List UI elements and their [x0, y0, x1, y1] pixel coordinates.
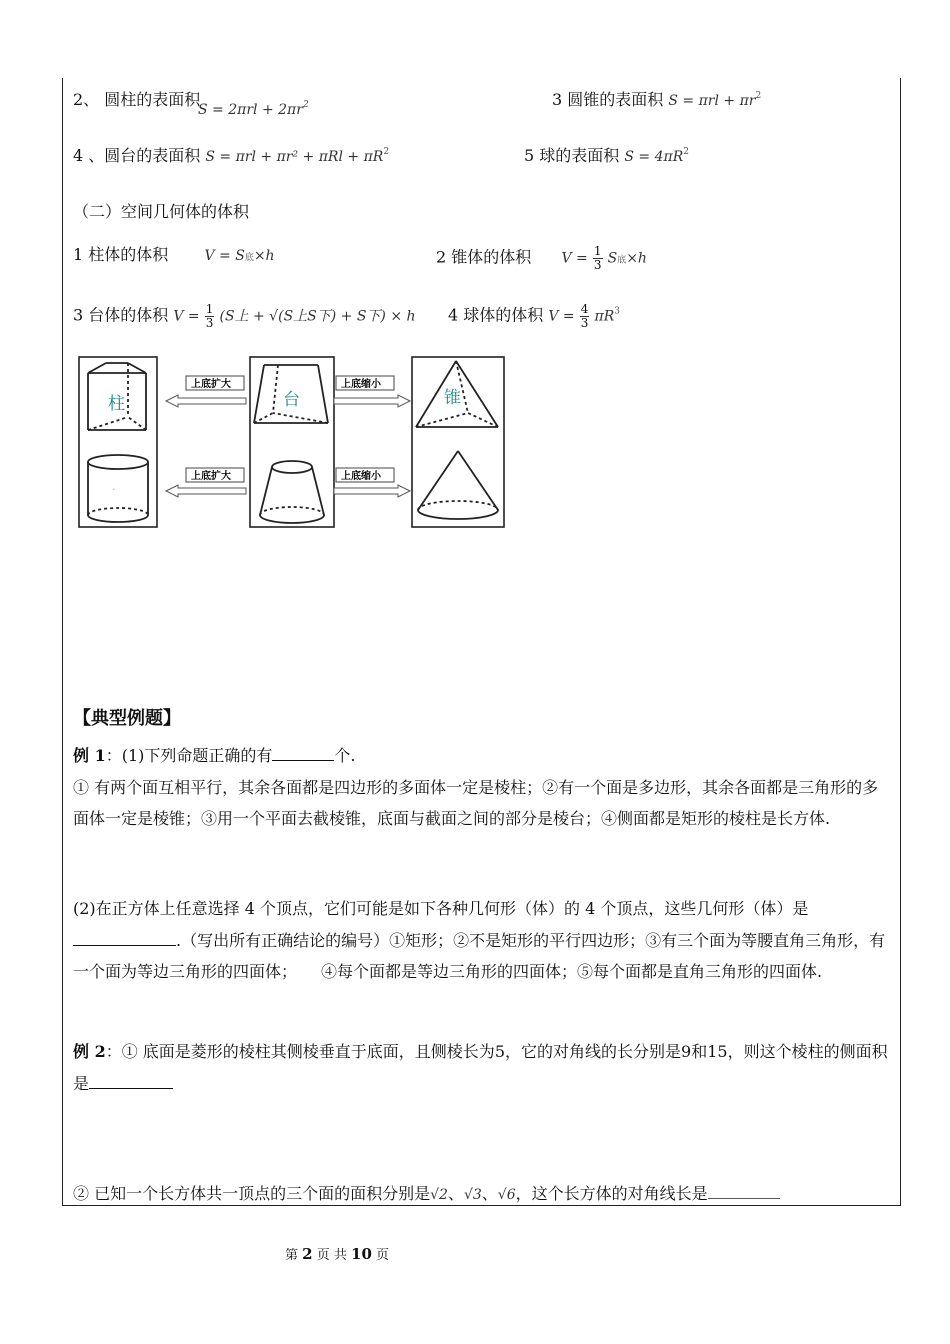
item2-formula-text: S = 2πrl + 2πr — [198, 102, 303, 118]
volume-section-title: （二）空间几何体的体积 — [73, 202, 250, 221]
ex2-q1-blank — [89, 1070, 173, 1089]
ex1-q1-line — [73, 740, 893, 772]
item5-formula: S = 4πR — [624, 149, 684, 165]
label-zhu: 柱 — [108, 394, 125, 414]
ex1-q2-tail: .（写出所有正确结论的编号）①矩形；②不是矩形的平行四边形；③有三个面为等腰直角三角形，有一个面为等边三角形的四面体； ④每个面都是等边三角形的四面体；⑤每个面都是直角三角形的四面体. — [73, 930, 886, 981]
v4-fraction — [580, 303, 590, 329]
ex2-n1: 5 — [494, 1042, 505, 1061]
v4-prefix: V = — [548, 308, 575, 325]
ex1-q1-blank — [272, 742, 334, 761]
surface-item-4 — [73, 146, 389, 166]
label-tai: 台 — [283, 390, 300, 410]
arrow-right-top-label: 上底缩小 — [341, 379, 381, 390]
v2-tail: ×h — [626, 250, 647, 267]
ex2-root-6: √6 — [497, 1187, 516, 1203]
solids-diagram — [78, 355, 508, 530]
ex2-n2: 9 — [681, 1042, 692, 1061]
footer-post: 页 — [376, 1248, 390, 1263]
v1-sub: 底 — [244, 253, 254, 263]
surface-item-5 — [524, 146, 689, 166]
ex2-q2-text: ② 已知一个长方体共一顶点的三个面的面积分别是 — [73, 1184, 431, 1203]
volume-item-3 — [73, 303, 416, 329]
item4-sup: 2 — [383, 147, 390, 157]
ex2-q1-tail: ，则这个棱柱的侧面积是 — [73, 1042, 888, 1093]
v2-fraction — [593, 245, 603, 271]
example-2 — [73, 1036, 893, 1099]
v3-prefix: V = — [173, 308, 200, 325]
item4-formula: S = πrl + πr² + πRl + πR — [205, 149, 384, 165]
v4-label: 4 球体的体积 — [448, 305, 544, 325]
v4-num: 4 — [580, 302, 589, 316]
label-zhui: 锥 — [444, 388, 461, 408]
v2-S: S — [607, 250, 618, 267]
ex2-q1-mid: ，它的对角线的长分别是 — [505, 1042, 682, 1061]
v3-num: 1 — [205, 302, 214, 316]
arrow-left-top-label: 上底扩大 — [191, 379, 231, 390]
footer-total-pages: 10 — [351, 1245, 372, 1263]
ex1-q2-blank — [73, 927, 176, 946]
v2-sub: 底 — [617, 255, 627, 266]
volume-item-2 — [436, 245, 647, 271]
example-2-part-2 — [73, 1178, 893, 1212]
item2-sup: 2 — [302, 100, 309, 110]
v2-prefix: V = — [561, 250, 588, 267]
v2-num: 1 — [593, 244, 602, 258]
ex2-n3: 15 — [707, 1042, 728, 1061]
v2-den: 3 — [593, 257, 602, 272]
ex2-sep-2: 、 — [481, 1184, 498, 1203]
item4-label: 4 、圆台的表面积 — [73, 146, 201, 165]
examples-heading: 【典型例题】 — [73, 708, 181, 729]
cone-frustum-shape — [260, 461, 324, 523]
footer-mid: 页 共 — [316, 1248, 347, 1263]
v4-sup: 3 — [614, 306, 620, 317]
v4-den: 3 — [580, 315, 589, 330]
ex1-q1-tail: 个. — [334, 746, 356, 765]
v4-body: πR — [594, 308, 615, 325]
arrow-left-bottom-label: 上底扩大 — [191, 471, 231, 482]
v1-label: 1 柱体的体积 — [73, 245, 169, 264]
volume-item-1 — [73, 245, 275, 265]
cylinder-shape — [88, 455, 148, 522]
v3-den: 3 — [205, 315, 214, 330]
ex2-and: 和 — [691, 1042, 708, 1061]
page-footer — [285, 1244, 389, 1263]
ex2-root-3: √3 — [463, 1187, 482, 1203]
v3-body: (S上 + √(S上S下) + S下) × h — [219, 308, 416, 325]
ex2-root-2: √2 — [430, 1187, 448, 1203]
footer-page-number: 2 — [302, 1245, 313, 1263]
example-1-part-2 — [73, 893, 893, 988]
ex2-q1-text: ：① 底面是菱形的棱柱其侧棱垂直于底面，且侧棱长为 — [105, 1042, 495, 1061]
ex1-q2-text: (2)在正方体上任意选择 4 个顶点，它们可能是如下各种几何形（体）的 4 个顶点，这些几何形（体）是 — [73, 899, 809, 918]
v2-label: 2 锥体的体积 — [436, 247, 532, 267]
v3-fraction — [205, 303, 215, 329]
surface-item-2 — [73, 90, 200, 109]
item3-label: 3 圆锥的表面积 — [552, 90, 664, 109]
item5-sup: 2 — [683, 147, 689, 157]
surface-item-3 — [552, 90, 761, 110]
cylinder-mark: · — [112, 483, 116, 496]
item3-formula: S = πrl + πr — [668, 93, 756, 109]
example-1 — [73, 740, 893, 835]
arrow-right-bottom-label: 上底缩小 — [341, 471, 381, 482]
ex2-label: 例 2 — [73, 1042, 106, 1061]
item3-sup: 2 — [755, 91, 762, 101]
ex1-q1-text: ：(1)下列命题正确的有 — [105, 746, 273, 765]
footer-pre: 第 — [285, 1248, 299, 1263]
ex1-q1-body: ① 有两个面互相平行，其余各面都是四边形的多面体一定是棱柱；②有一个面是多边形，其余各面都是三角形的多面体一定是棱锥；③用一个平面去截棱锥，底面与截面之间的部分是棱台；④侧面都是矩形的棱柱是长方体. — [73, 777, 879, 828]
ex2-q2-tail: ，这个长方体的对角线长是 — [515, 1184, 708, 1203]
item2-label: 2、 圆柱的表面积 — [73, 90, 201, 109]
ex2-sep-1: 、 — [447, 1184, 464, 1203]
item5-label: 5 球的表面积 — [524, 146, 620, 165]
item2-formula — [198, 100, 309, 119]
volume-item-4 — [448, 303, 620, 329]
v3-label: 3 台体的体积 — [73, 305, 169, 325]
cone-shape — [418, 451, 498, 519]
v1-tail: ×h — [253, 248, 275, 264]
v1-formula: V = S — [204, 248, 245, 264]
ex1-label: 例 1 — [73, 746, 106, 765]
ex2-q2-blank — [708, 1180, 780, 1199]
